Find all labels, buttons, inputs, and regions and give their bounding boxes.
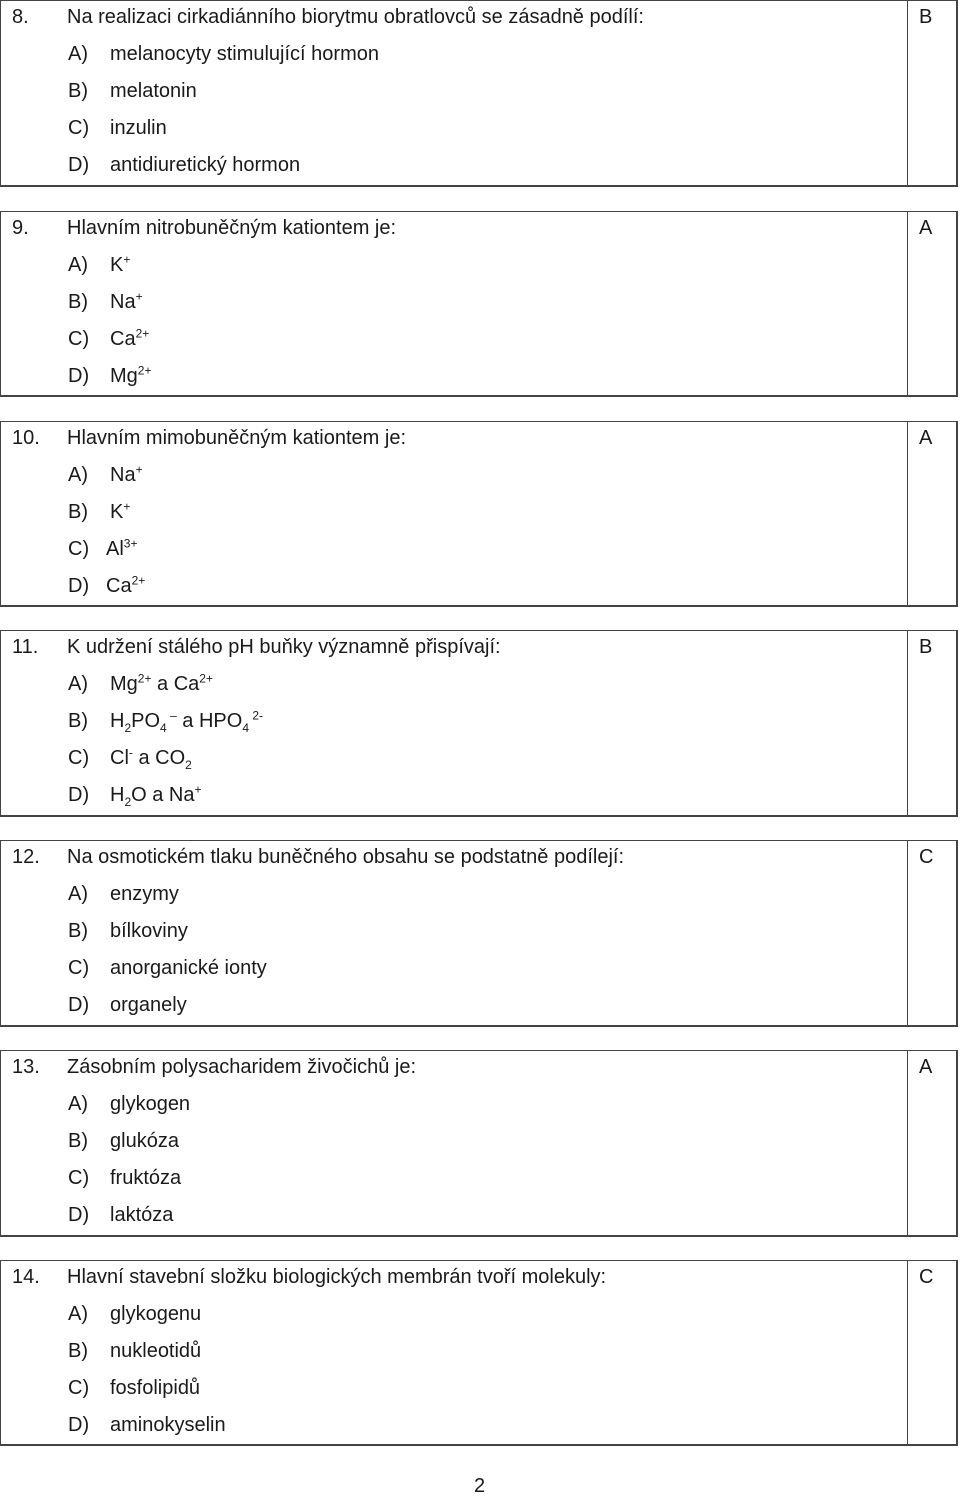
option-c: C) $Ca^{2+}$ [68,326,150,350]
correct-answer: C [919,1266,934,1288]
question-12 [0,840,958,1027]
answer-divider [907,212,908,395]
answer-divider [907,631,908,815]
question-11 [0,630,958,817]
answer-divider [907,1051,908,1235]
correct-answer: A [919,1056,933,1078]
correct-answer: C [919,846,934,868]
correct-answer: B [919,6,933,28]
answer-divider [907,422,908,605]
option-c: C) fruktóza [68,1167,182,1189]
question-number: 9. [12,217,29,239]
correct-answer: A [919,217,933,239]
option-d: D) organely [68,994,187,1016]
option-a: A) melanocyty stimulující hormon [68,43,379,65]
question-number: 14. [12,1266,40,1288]
question-8 [0,0,958,187]
question-number: 10. [12,427,40,449]
option-b: B) melatonin [68,80,197,102]
answer-divider [907,841,908,1025]
option-d: D) $H_2O$ a Na+ [68,782,202,809]
option-b: B) bílkoviny [68,920,188,942]
correct-answer: A [919,427,933,449]
option-d: D) $Ca^{2+}$ [68,573,146,597]
question-text: 9. Hlavním nitrobuněčným kationtem je: [12,217,397,239]
question-number: 12. [12,846,40,868]
question-text: 11. K udržení stálého pH buňky významně přispívají: [12,636,501,658]
correct-answer: B [919,636,933,658]
question-text: 10. Hlavním mimobuněčným kationtem je: [12,427,407,449]
option-b: B) nukleotidů [68,1340,202,1362]
option-d: D) laktóza [68,1204,174,1226]
option-b: B) glukóza [68,1130,179,1152]
question-9 [0,211,958,397]
answer-divider [907,1,908,185]
question-10 [0,421,958,607]
question-text: 12. Na osmotickém tlaku buněčného obsahu se podstatně podílejí: [12,846,625,868]
option-c: C) fosfolipidů [68,1377,201,1399]
option-a: A) glykogenu [68,1303,202,1325]
option-b: B) $H_2PO_4$ – a $HPO_4$ $^{2-}$ [68,708,264,735]
question-13 [0,1050,958,1237]
option-d: D) antidiuretický hormon [68,154,301,176]
option-c: C) inzulin [68,117,167,139]
option-a: A) glykogen [68,1093,191,1115]
question-text: 13. Zásobním polysacharidem živočichů je: [12,1056,417,1078]
option-a: A) enzymy [68,883,179,905]
option-c: C) $Al^{3+}$ [68,536,138,560]
option-a: A) K+ [68,252,131,276]
page-number: 2 [474,1475,486,1497]
question-text: 8. Na realizaci cirkadiánního biorytmu obratlovců se zásadně podílí: [12,6,644,28]
question-14 [0,1260,958,1446]
option-a: A) $Mg^{2+}$ a $Ca^{2+}$ [68,671,213,695]
question-number: 8. [12,6,29,28]
option-b: B) K+ [68,499,131,523]
option-c: C) Cl- a $CO_2$ [68,745,192,772]
option-c: C) anorganické ionty [68,957,267,979]
question-text: 14. Hlavní stavební složku biologických membrán tvoří molekuly: [12,1266,607,1288]
option-d: D) aminokyselin [68,1414,226,1436]
question-number: 13. [12,1056,40,1078]
option-a: A) Na+ [68,462,143,486]
option-b: B) Na+ [68,289,143,313]
answer-divider [907,1261,908,1444]
question-number: 11. [12,636,39,658]
option-d: D) $Mg^{2+}$ [68,363,152,387]
